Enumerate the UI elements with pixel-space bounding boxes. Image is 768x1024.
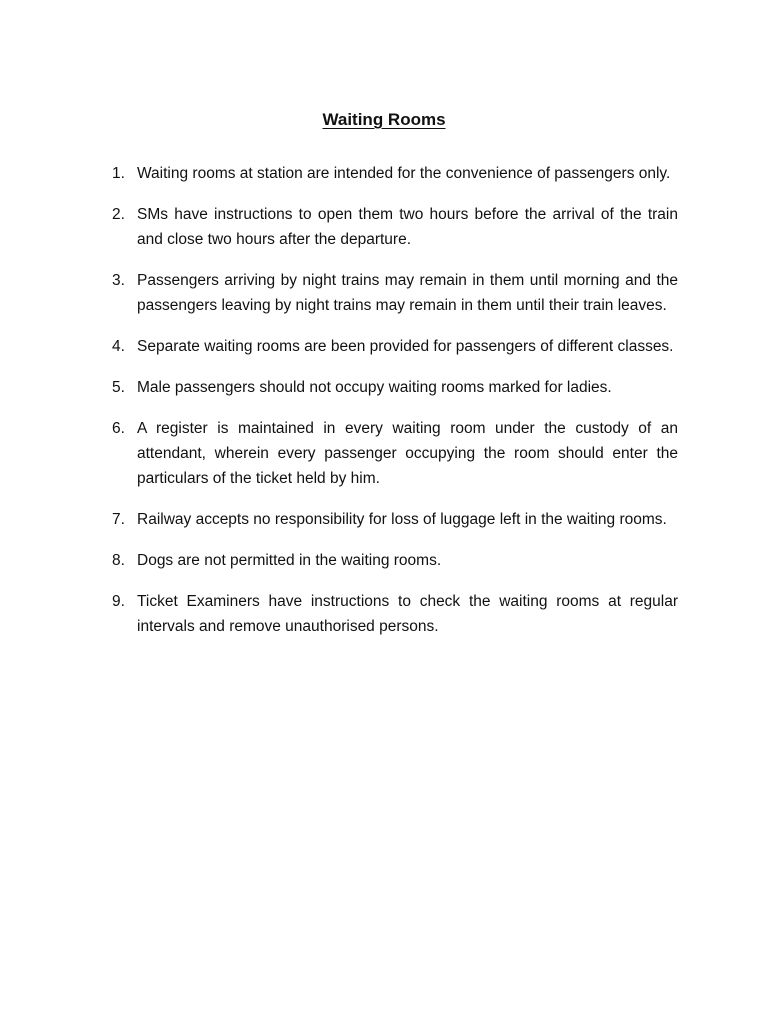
list-item [100,589,678,639]
list-item-number: 2. [112,206,125,223]
list-item-text: Dogs are not permitted in the waiting rooms. [137,552,442,569]
list-item-number: 1. [112,165,125,182]
list-item [100,268,678,318]
list-item-number: 6. [112,420,125,437]
list-item-number: 3. [112,272,125,289]
list-item-text: Separate waiting rooms are been provided for passengers of different classes. [137,338,674,355]
list-item-text: Waiting rooms at station are intended for the convenience of passengers only. [137,165,671,182]
list-item-text: Passengers arriving by night trains may remain in them until morning and the passengers leaving by night trains may remain in them until their train leaves. [137,272,678,314]
list-item [100,416,678,491]
list-item-text: Ticket Examiners have instructions to check the waiting rooms at regular intervals and remove unauthorised persons. [137,593,678,635]
list-item-number: 7. [112,511,125,528]
list-item [100,334,678,359]
list-item [100,548,678,573]
list-item-text: Male passengers should not occupy waiting rooms marked for ladies. [137,379,612,396]
list-item-number: 8. [112,552,125,569]
list-item [100,202,678,252]
list-item-text: A register is maintained in every waiting room under the custody of an attendant, wherein every passenger occupying the room should enter the particulars of the ticket held by him. [137,420,678,487]
list-item-text: SMs have instructions to open them two hours before the arrival of the train and close two hours after the departure. [137,206,678,248]
list-item [100,161,678,186]
list-item-number: 5. [112,379,125,396]
list-item [100,507,678,532]
list-item-number: 9. [112,593,125,610]
list-item-text: Railway accepts no responsibility for loss of luggage left in the waiting rooms. [137,511,667,528]
list-item-number: 4. [112,338,125,355]
list-item [100,375,678,400]
rules-list [100,161,678,655]
page-title: Waiting Rooms [322,110,446,129]
